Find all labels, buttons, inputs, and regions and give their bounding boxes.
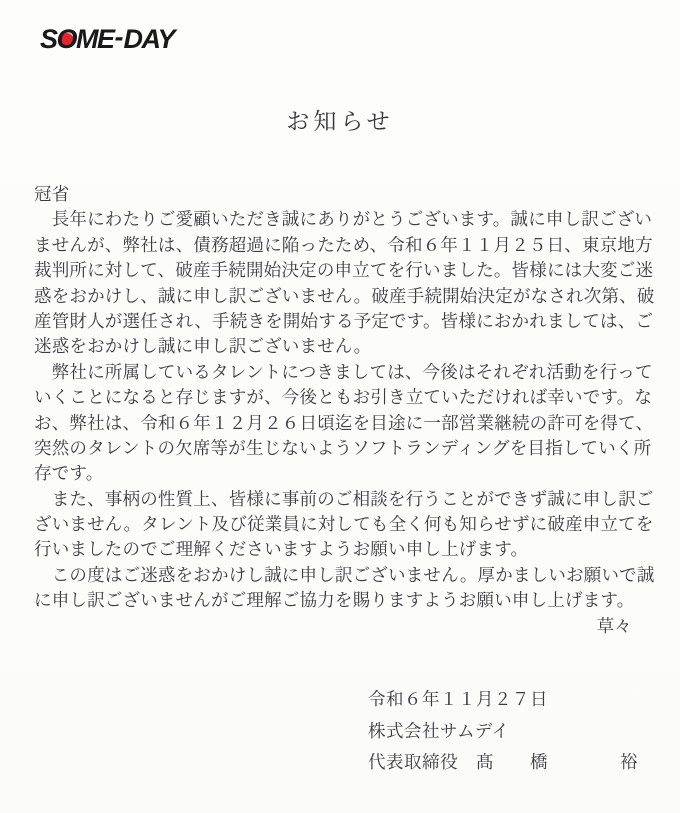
signature-company: 株式会社サムデイ <box>368 720 510 741</box>
logo-letter-s: S <box>40 24 57 54</box>
logo-letters-day: DAY <box>123 24 175 54</box>
body-line: 突然のタレントの欠席等が生じないようソフトランディングを目指していく所 <box>34 437 652 458</box>
signature-representative: 代表取締役 髙 橋 裕 <box>368 752 638 772</box>
page-title: お知らせ <box>286 109 394 134</box>
body-line: 弊社に所属しているタレントにつきましては、今後はそれぞれ活動を行って <box>34 361 653 382</box>
body-line: この度はご迷惑をおかけし誠に申し訳ございません。厚かましいお願いで誠 <box>34 564 655 585</box>
logo-letters-me: ME <box>76 24 114 54</box>
body-line: 迷惑をおかけし誠に申し訳ございません。 <box>34 336 372 357</box>
signature-date: 令和６年１１月２７日 <box>368 689 548 709</box>
body-line: ませんが、弊社は、債務超過に陥ったため、令和６年１１月２５日、東京地方 <box>34 234 653 255</box>
body-line: 産管財人が選任され、手続きを開始する予定です。皆様におかれましては、ご <box>34 310 654 331</box>
body-line: 長年にわたりご愛顧いただき誠にありがとうございます。誠に申し訳ござい <box>34 209 653 230</box>
body-line: いくことになると存じますが、今後ともお引き立ていただければ幸いです。な <box>34 387 653 408</box>
body-line: また、事柄の性質上、皆様に事前のご相談を行うことができず誠に申し訳ご <box>34 488 654 509</box>
signature-block <box>368 684 638 779</box>
body-line: 裁判所に対して、破産手続開始決定の申立てを行いました。皆様には大変ご迷 <box>34 260 654 281</box>
someday-logo <box>40 22 175 54</box>
body-line: 惑をおかけし、誠に申し訳ございません。破産手続開始決定がなされ次第、破 <box>34 285 655 306</box>
body-line: 存です。 <box>34 463 104 484</box>
logo-o-red-dot-icon: O <box>56 24 77 54</box>
notice-body <box>34 182 656 639</box>
closing-salutation: 草々 <box>596 615 632 636</box>
body-line: に申し訳ございませんがご理解ご協力を賜りますようお願い申し上げます。 <box>34 590 635 611</box>
body-line: ざいません。タレント及び従業員に対しても全く何も知らせずに破産申立てを <box>34 514 654 535</box>
body-line: 冠省 <box>34 184 70 204</box>
body-line: お、弊社は、令和６年１２月２６日頃迄を目途に一部営業継続の許可を得て、 <box>34 412 654 433</box>
logo-hyphen: - <box>114 22 124 52</box>
body-line: 行いましたのでご理解くださいますようお願い申し上げます。 <box>34 539 529 560</box>
